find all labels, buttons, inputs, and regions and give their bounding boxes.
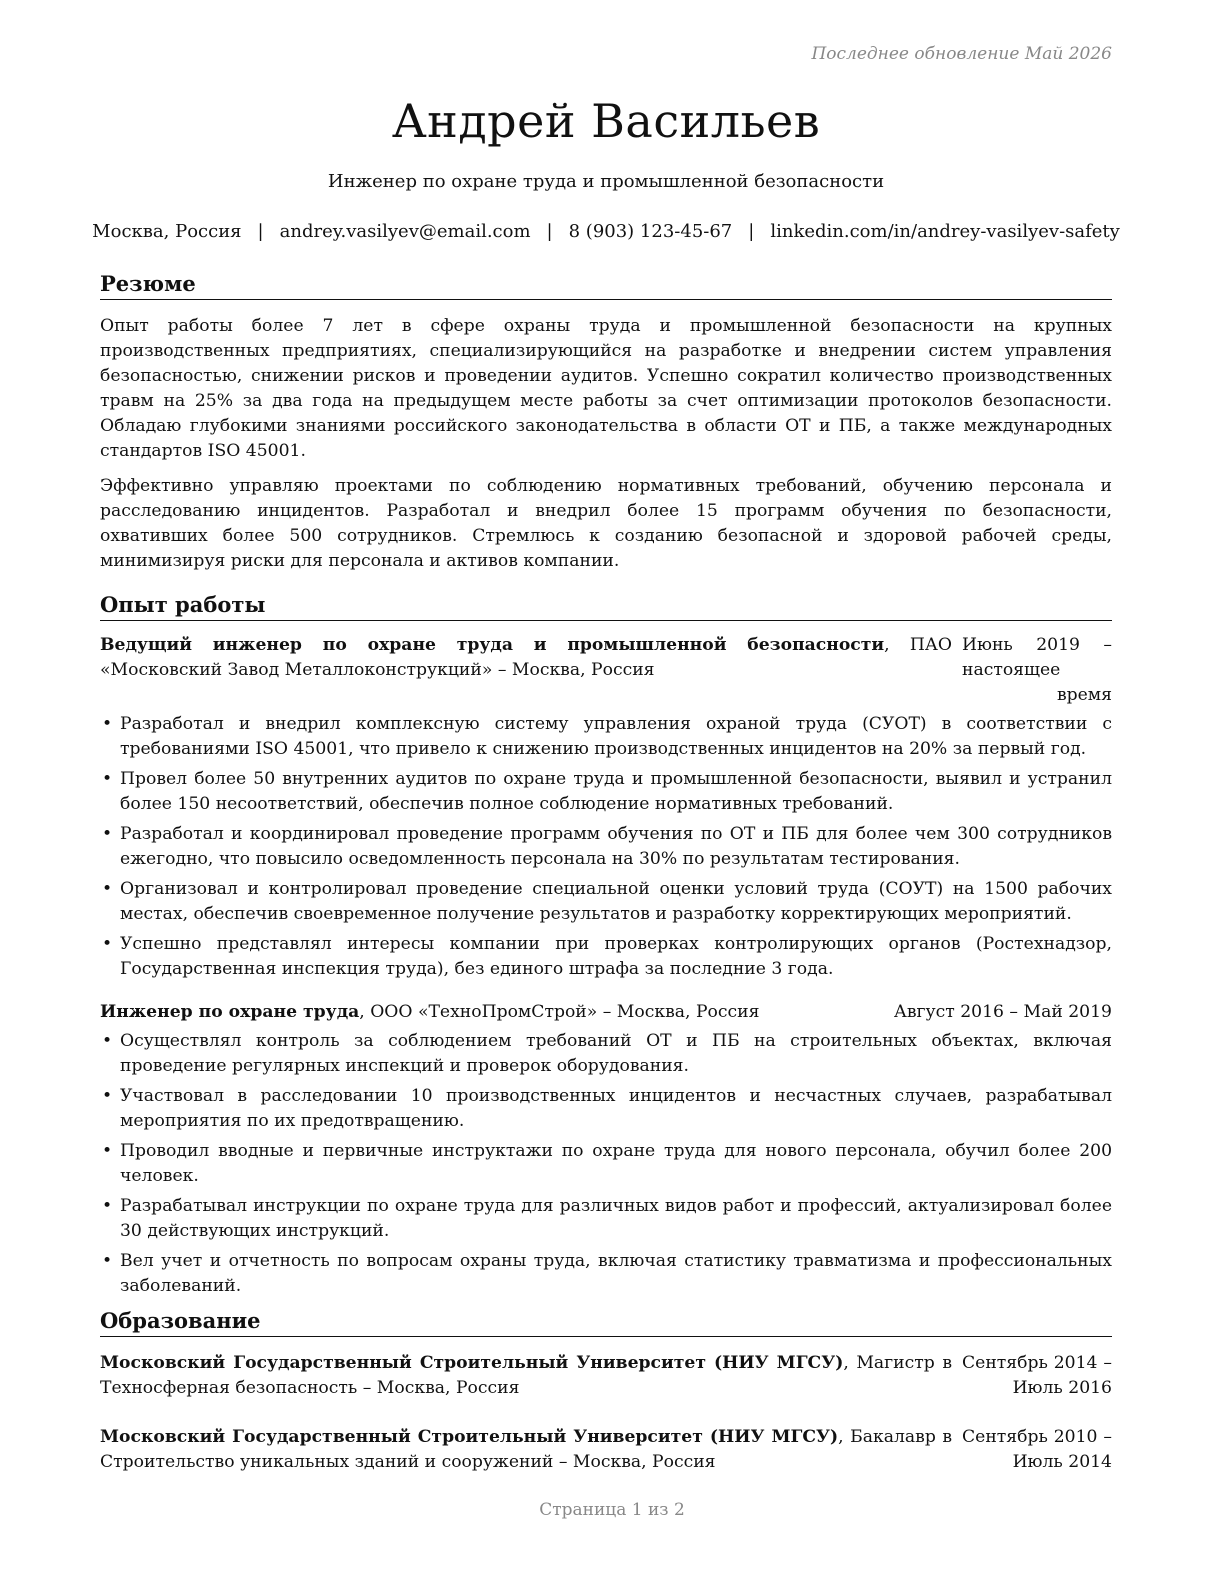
summary-heading: Резюме: [100, 270, 1112, 300]
education-school: Московский Государственный Строительный Университет (НИУ МГСУ): [100, 1427, 839, 1447]
candidate-name: Андрей Васильев: [391, 94, 821, 148]
education-degree: , Бакалавр в Строительство уникальных зданий и сооружений – Москва, Россия: [100, 1427, 953, 1472]
contact-email[interactable]: andrey.vasilyev@email.com: [279, 221, 531, 242]
job-title: Инженер по охране труда и промышленной безопасности: [327, 171, 885, 192]
list-item: • Успешно представлял интересы компании при проверках контролирующих органов (Ростехнадзор, Государственная инспекция труда), без единого штрафа за последние 3 года.: [102, 934, 1112, 979]
bullet-icon: •: [102, 1086, 113, 1106]
list-item: • Разработал и внедрил комплексную систему управления охраной труда (СУОТ) в соответствии с требованиями ISO 45001, что привело к снижению производственных инцидентов на 20% за первый год.: [102, 714, 1112, 759]
page-number: Страница 1 из 2: [539, 1500, 685, 1520]
bullet-icon: •: [102, 1141, 113, 1161]
list-item: • Провел более 50 внутренних аудитов по охране труда и промышленной безопасности, выявил и устранил более 150 несоответствий, обеспечив полное соблюдение нормативных требований.: [102, 769, 1112, 814]
education-dates: Сентябрь 2010 – Июль 2014: [962, 1427, 1112, 1472]
resume-page: [92, 40, 1120, 1475]
job-company: , ООО «ТехноПромСтрой» – Москва, Россия: [359, 1002, 760, 1022]
contact-linkedin[interactable]: linkedin.com/in/andrey-vasilyev-safety: [770, 221, 1120, 242]
job-info: [100, 633, 962, 683]
job-info: [100, 1000, 894, 1025]
job-bullets: [100, 1029, 1112, 1299]
education-entry: [100, 1351, 1112, 1401]
education-entry: [100, 1425, 1112, 1475]
bullet-icon: •: [102, 934, 113, 954]
education-info: [100, 1425, 962, 1475]
bullet-icon: •: [102, 824, 113, 844]
summary-paragraph: Эффективно управляю проектами по соблюдению нормативных требований, обучению персонала и расследованию инцидентов. Разработал и внедрил более 15 программ обучения по безопасности, охвативших более 500 сотрудников. Стремлюсь к созданию безопасной и здоровой рабочей среды, минимизируя риски для персонала и активов компании.: [100, 476, 1112, 571]
experience-section: [100, 591, 1112, 1299]
list-item: • Вел учет и отчетность по вопросам охраны труда, включая статистику травматизма и профессиональных заболеваний.: [102, 1251, 1112, 1296]
summary-paragraph: Опыт работы более 7 лет в сфере охраны труда и промышленной безопасности на крупных производственных предприятиях, специализирующийся на разработке и внедрении систем управления безопасностью, снижении рисков и проведении аудитов. Успешно сократил количество производственных травм на 25% за два года на предыдущем месте работы за счет оптимизации протоколов безопасности. Обладаю глубокими знаниями российского законодательства в области ОТ и ПБ, а также международных стандартов ISO 45001.: [100, 316, 1112, 461]
contact-location: Москва, Россия: [92, 221, 242, 242]
bullet-icon: •: [102, 1251, 113, 1271]
job-header: [100, 633, 1112, 708]
contact-separator: |: [546, 221, 553, 242]
job-dates: Август 2016 – Май 2019: [893, 1002, 1112, 1022]
education-heading: Образование: [100, 1307, 1112, 1337]
job-position: Ведущий инженер по охране труда и промышленной безопасности: [100, 635, 885, 655]
contact-phone[interactable]: 8 (903) 123-45-67: [568, 221, 733, 242]
job-header: [100, 1000, 1112, 1025]
education-section: [100, 1307, 1112, 1475]
job-entry: [100, 1000, 1112, 1299]
bullet-icon: •: [102, 1031, 113, 1051]
education-info: [100, 1351, 962, 1401]
bullet-icon: •: [102, 714, 113, 734]
job-dates: Июнь 2019 – настоящее время: [962, 635, 1112, 705]
list-item: • Разрабатывал инструкции по охране труда для различных видов работ и профессий, актуализировал более 30 действующих инструкций.: [102, 1196, 1112, 1241]
list-item: • Организовал и контролировал проведение специальной оценки условий труда (СОУТ) на 1500 рабочих местах, обеспечив своевременное получение результатов и разработку корректирующих мероприятий.: [102, 879, 1112, 924]
job-entry: [100, 633, 1112, 982]
bullet-icon: •: [102, 879, 113, 899]
summary-section: [100, 270, 1112, 574]
education-degree: , Магистр в Техносферная безопасность – Москва, Россия: [100, 1353, 952, 1398]
job-bullets: [100, 712, 1112, 982]
contact-separator: |: [748, 221, 755, 242]
last-updated: Последнее обновление Май 2026: [811, 44, 1112, 64]
experience-heading: Опыт работы: [100, 591, 1112, 621]
list-item: • Осуществлял контроль за соблюдением требований ОТ и ПБ на строительных объектах, включая проведение регулярных инспекций и проверок оборудования.: [102, 1031, 1112, 1076]
list-item: • Участвовал в расследовании 10 производственных инцидентов и несчастных случаев, разрабатывал мероприятия по их предотвращению.: [102, 1086, 1112, 1131]
job-company: , ПАО «Московский Завод Металлоконструкций» – Москва, Россия: [100, 635, 952, 680]
list-item: • Проводил вводные и первичные инструктажи по охране труда для нового персонала, обучил более 200 человек.: [102, 1141, 1112, 1186]
contact-separator: |: [257, 221, 264, 242]
education-school: Московский Государственный Строительный Университет (НИУ МГСУ): [100, 1353, 844, 1373]
contact-line: [92, 220, 1120, 244]
job-position: Инженер по охране труда: [100, 1002, 360, 1022]
education-dates: Сентябрь 2014 – Июль 2016: [962, 1353, 1112, 1398]
bullet-icon: •: [102, 1196, 113, 1216]
list-item: • Разработал и координировал проведение программ обучения по ОТ и ПБ для более чем 300 сотрудников ежегодно, что повысило осведомленность персонала на 30% по результатам тестирования.: [102, 824, 1112, 869]
bullet-icon: •: [102, 769, 113, 789]
